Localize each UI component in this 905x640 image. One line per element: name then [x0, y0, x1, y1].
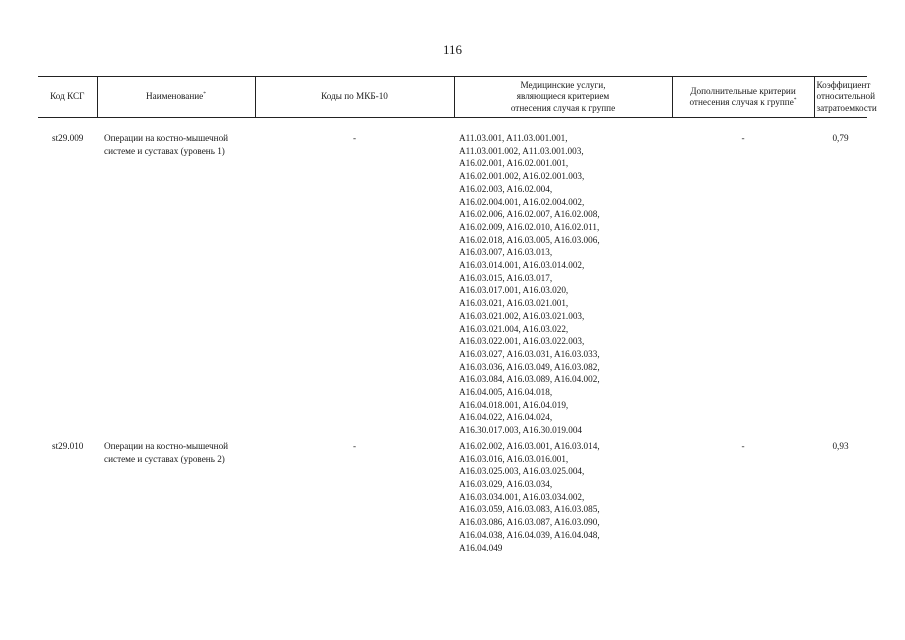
service-code-line: A16.04.038, A16.04.039, A16.04.048, — [459, 529, 600, 540]
extra-criteria: - — [741, 133, 745, 143]
service-code-line: A16.03.021.004, A16.03.022, — [459, 323, 569, 334]
header-coefficient: Коэффициент относительной затратоемкости — [814, 77, 867, 118]
table-row — [38, 132, 867, 440]
footnote-mark: * — [203, 91, 206, 98]
service-code-line: A16.02.006, A16.02.007, A16.02.008, — [459, 209, 600, 220]
cost-coefficient: 0,93 — [832, 440, 849, 451]
service-code-line: A16.03.034.001, A16.03.034.002, — [459, 491, 585, 502]
header-mkb: Коды по МКБ-10 — [255, 77, 454, 118]
service-code-line: A16.02.018, A16.03.005, A16.03.006, — [459, 234, 600, 245]
service-code-line: A16.03.025.003, A16.03.025.004, — [459, 466, 585, 477]
header-services: Медицинские услуги, являющиеся критерием отнесения случая к группе — [454, 77, 672, 118]
service-code-line: A16.03.022.001, A16.03.022.003, — [459, 336, 585, 347]
service-code-line: A16.03.027, A16.03.031, A16.03.033, — [459, 348, 600, 359]
header-code: Код КСГ — [38, 77, 97, 118]
service-code-line: A16.30.017.003, A16.30.019.004 — [459, 425, 583, 436]
ksg-code: st29.009 — [52, 133, 84, 143]
service-code-line: A16.03.021.002, A16.03.021.003, — [459, 310, 585, 321]
service-code-line: A16.04.018.001, A16.04.019, — [459, 399, 569, 410]
service-code-line: A16.02.009, A16.02.010, A16.02.011, — [459, 221, 600, 232]
service-code-line: A16.03.007, A16.03.013, — [459, 247, 553, 258]
service-code-line: A16.03.029, A16.03.034, — [459, 478, 553, 489]
service-code-line: A16.02.001, A16.02.001.001, — [459, 158, 569, 169]
service-code-line: A11.03.001, A11.03.001.001, — [459, 133, 568, 143]
service-code-line: A16.04.022, A16.04.024, — [459, 412, 553, 423]
footnote-mark: * — [793, 96, 797, 103]
ksg-table — [38, 76, 877, 557]
services-list — [454, 132, 672, 440]
service-code-line: A16.04.049 — [459, 542, 503, 553]
mkb-codes: - — [352, 133, 357, 143]
table-header — [38, 77, 877, 118]
service-code-line: A16.03.036, A16.03.049, A16.03.082, — [459, 361, 600, 372]
service-code-line: A16.04.005, A16.04.018, — [459, 387, 553, 398]
header-name: Наименование* — [97, 77, 255, 118]
service-code-line: A16.03.086, A16.03.087, A16.03.090, — [459, 517, 600, 528]
service-code-line: A16.03.017.001, A16.03.020, — [459, 285, 569, 296]
service-code-line: A16.03.084, A16.03.089, A16.04.002, — [459, 374, 600, 385]
service-code-line: A16.03.059, A16.03.083, A16.03.085, — [459, 504, 600, 515]
service-code-line: A16.03.015, A16.03.017, — [459, 272, 553, 283]
cost-coefficient: 0,79 — [832, 133, 849, 143]
mkb-codes: - — [352, 440, 357, 451]
ksg-name: Операции на костно-мышечной системе и суставах (уровень 2) — [104, 440, 229, 464]
service-code-line: A16.02.003, A16.02.004, — [459, 183, 553, 194]
service-code-line: A16.02.001.002, A16.02.001.003, — [459, 171, 585, 182]
service-code-line: A11.03.001.002, A11.03.001.003, — [459, 145, 584, 156]
header-extra-criteria: Дополнительные критерии отнесения случая к группе* — [672, 77, 814, 118]
ksg-code: st29.010 — [52, 440, 84, 451]
service-code-line: A16.03.014.001, A16.03.014.002, — [459, 260, 585, 271]
service-code-line: A16.03.016, A16.03.016.001, — [459, 453, 569, 464]
ksg-name: Операции на костно-мышечной системе и суставах (уровень 1) — [104, 133, 229, 156]
service-code-line: A16.03.021, A16.03.021.001, — [459, 298, 569, 309]
table-row — [38, 440, 867, 557]
service-code-line: A16.02.002, A16.03.001, A16.03.014, — [459, 440, 600, 451]
services-list — [454, 440, 672, 557]
page-number: 116 — [442, 42, 463, 57]
extra-criteria: - — [741, 440, 745, 451]
service-code-line: A16.02.004.001, A16.02.004.002, — [459, 196, 585, 207]
